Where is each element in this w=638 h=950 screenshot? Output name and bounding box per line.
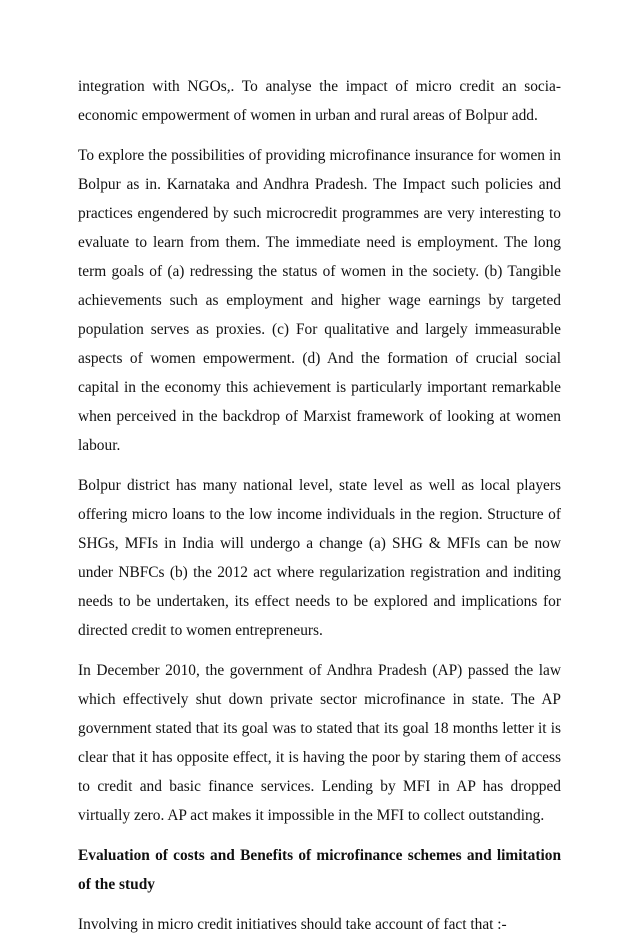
paragraph-closing: Involving in micro credit initiatives should take account of fact that :- <box>78 916 507 933</box>
paragraph-andhra-pradesh-law: In December 2010, the government of Andhra Pradesh (AP) passed the law which effectively shut down private sector microfinance in state. The AP government stated that its goal was to stated that its goal 18 months letter it is clear that it has opposite effect, it is having the poor by staring them of access to credit and basic finance services. Lending by MFI in AP has dropped virtually zero. AP act makes it impossible in the MFI to collect outstanding. <box>78 662 561 824</box>
paragraph-explore-possibilities: To explore the possibilities of providing microfinance insurance for women in Bolpur as in. Karnataka and Andhra Pradesh. The Impact such policies and practices engendered by such microcredit programmes are very interesting to evaluate to learn from them. The immediate need is employment. The long term goals of (a) redressing the status of women in the society. (b) Tangible achievements such as employment and higher wage earnings by targeted population serves as proxies. (c) For qualitative and largely immeasurable aspects of women empowerment. (d) And the formation of crucial social capital in the economy this achievement is particularly important remarkable when perceived in the backdrop of Marxist framework of looking at women labour. <box>78 147 561 454</box>
paragraph-bolpur-district: Bolpur district has many national level, state level as well as local players offering micro loans to the low income individuals in the region. Structure of SHGs, MFIs in India will undergo a change (a) SHG & MFIs can be now under NBFCs (b) the 2012 act where regularization registration and inditing needs to be undertaken, its effect needs to be explored and implications for directed credit to women entrepreneurs. <box>78 477 561 639</box>
paragraph-integration: integration with NGOs,. To analyse the impact of micro credit an socia-economic empowerment of women in urban and rural areas of Bolpur add. <box>78 78 561 124</box>
section-heading: Evaluation of costs and Benefits of microfinance schemes and limitation of the study <box>78 847 561 893</box>
document-page <box>78 72 561 950</box>
